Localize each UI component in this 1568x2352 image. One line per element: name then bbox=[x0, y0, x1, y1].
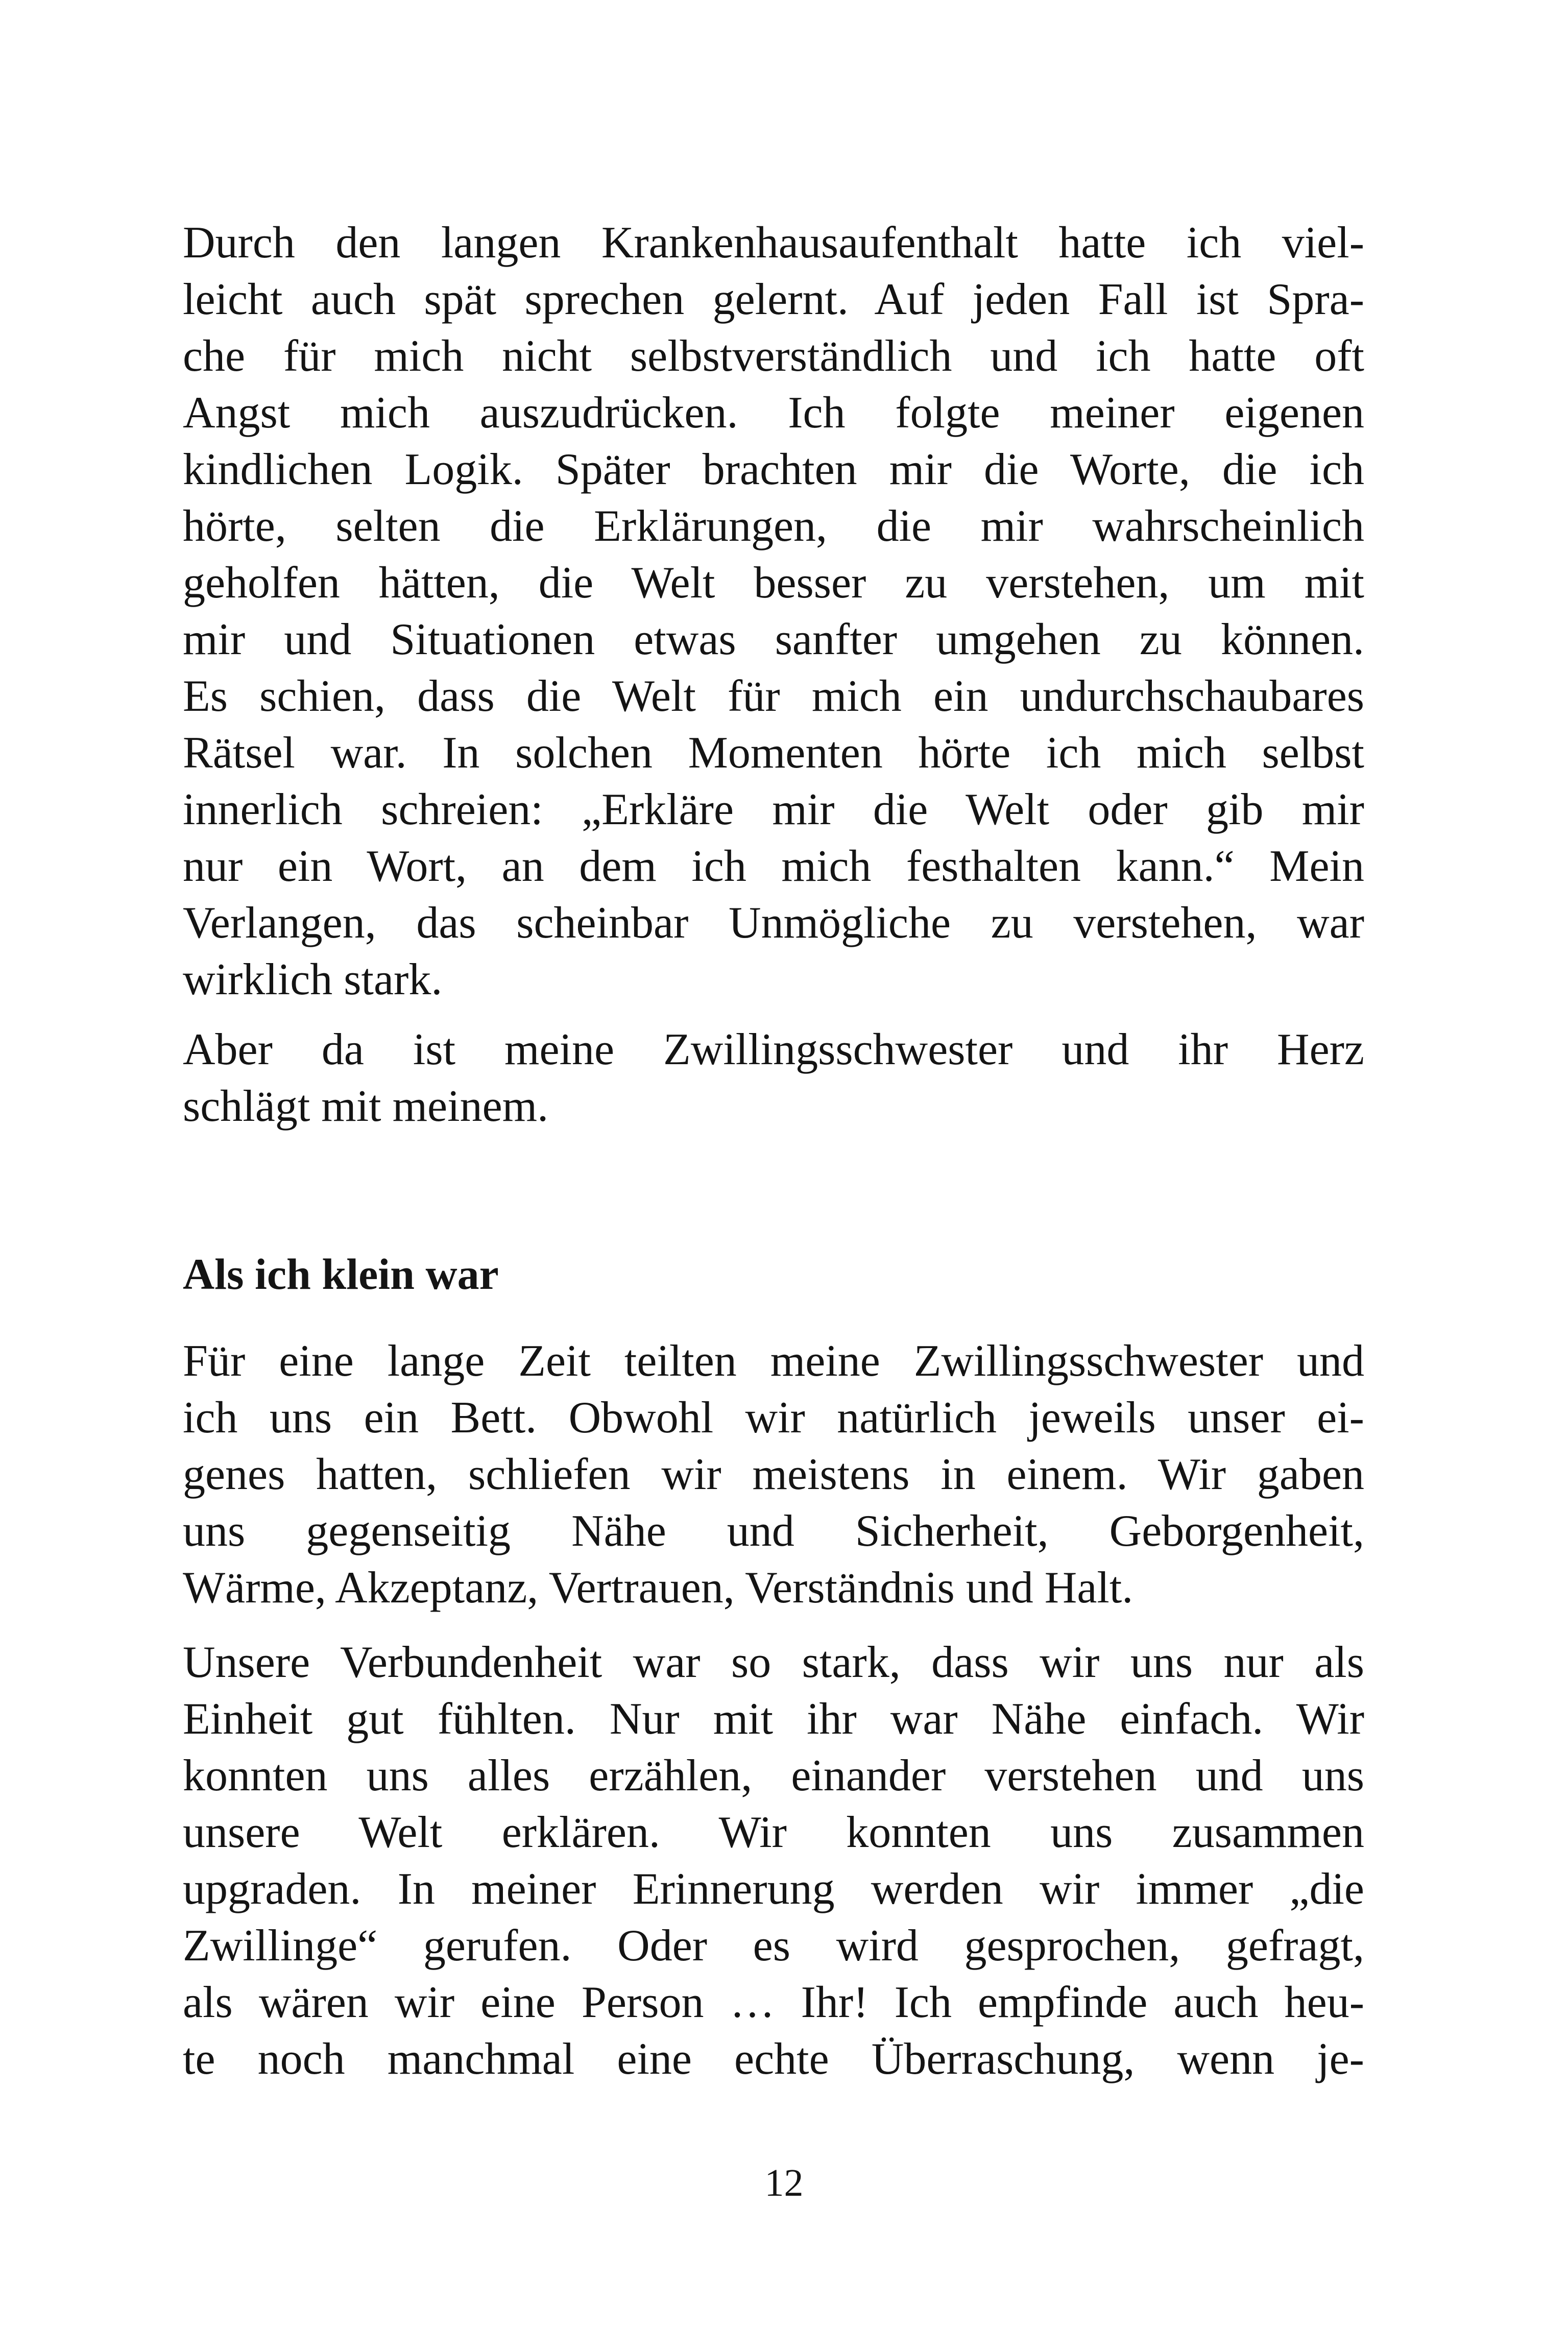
text-line: schlägt mit meinem. bbox=[183, 1082, 549, 1131]
text-line: Angst mich auszudrücken. Ich folgte meiner eigenen bbox=[183, 388, 1364, 438]
text-line: unsere Welt erklären. Wir konnten uns zusammen bbox=[183, 1808, 1364, 1857]
page-number: 12 bbox=[764, 2162, 804, 2204]
text-line: mir und Situationen etwas sanfter umgehen zu können. bbox=[183, 615, 1364, 664]
text-line: Für eine lange Zeit teilten meine Zwillingsschwester und bbox=[183, 1336, 1364, 1386]
text-line: wirklich stark. bbox=[183, 955, 443, 1004]
text-line: kindlichen Logik. Später brachten mir die Worte, die ich bbox=[183, 445, 1364, 494]
section-heading: Als ich klein war bbox=[183, 1250, 499, 1299]
text-line: Wärme, Akzeptanz, Vertrauen, Verständnis und Halt. bbox=[183, 1563, 1133, 1613]
text-line: Unsere Verbundenheit war so stark, dass wir uns nur als bbox=[183, 1638, 1364, 1687]
paragraph-3 bbox=[183, 1333, 1364, 1616]
text-line: te noch manchmal eine echte Überraschung, wenn je- bbox=[183, 2034, 1364, 2084]
text-line: ich uns ein Bett. Obwohl wir natürlich jeweils unser ei- bbox=[183, 1393, 1364, 1443]
text-line: als wären wir eine Person … Ihr! Ich empfinde auch heu- bbox=[183, 1978, 1364, 2027]
text-line: Einheit gut fühlten. Nur mit ihr war Nähe einfach. Wir bbox=[183, 1694, 1364, 1744]
text-line: hörte, selten die Erklärungen, die mir wahrscheinlich bbox=[183, 501, 1364, 551]
text-line: upgraden. In meiner Erinnerung werden wir immer „die bbox=[183, 1864, 1364, 1914]
text-line: Zwillinge“ gerufen. Oder es wird gesprochen, gefragt, bbox=[183, 1921, 1364, 1971]
text-line: geholfen hätten, die Welt besser zu verstehen, um mit bbox=[183, 558, 1364, 608]
paragraph-2 bbox=[183, 1021, 1364, 1135]
text-line: Verlangen, das scheinbar Unmögliche zu verstehen, war bbox=[183, 898, 1364, 948]
text-line: che für mich nicht selbstverständlich und ich hatte oft bbox=[183, 331, 1364, 381]
text-line: nur ein Wort, an dem ich mich festhalten kann.“ Mein bbox=[183, 842, 1364, 891]
text-line: Rätsel war. In solchen Momenten hörte ich mich selbst bbox=[183, 728, 1364, 778]
text-line: uns gegenseitig Nähe und Sicherheit, Geborgenheit, bbox=[183, 1506, 1364, 1556]
paragraph-4 bbox=[183, 1634, 1364, 2087]
text-line: Aber da ist meine Zwillingsschwester und ihr Herz bbox=[183, 1025, 1364, 1074]
text-line: konnten uns alles erzählen, einander verstehen und uns bbox=[183, 1751, 1364, 1801]
text-line: leicht auch spät sprechen gelernt. Auf jeden Fall ist Spra- bbox=[183, 275, 1364, 324]
text-line: innerlich schreien: „Erkläre mir die Welt oder gib mir bbox=[183, 785, 1364, 834]
text-line: Es schien, dass die Welt für mich ein undurchschaubares bbox=[183, 671, 1364, 721]
text-line: Durch den langen Krankenhausaufenthalt hatte ich viel- bbox=[183, 218, 1364, 268]
paragraph-1 bbox=[183, 214, 1364, 1008]
text-line: genes hatten, schliefen wir meistens in einem. Wir gaben bbox=[183, 1450, 1364, 1499]
